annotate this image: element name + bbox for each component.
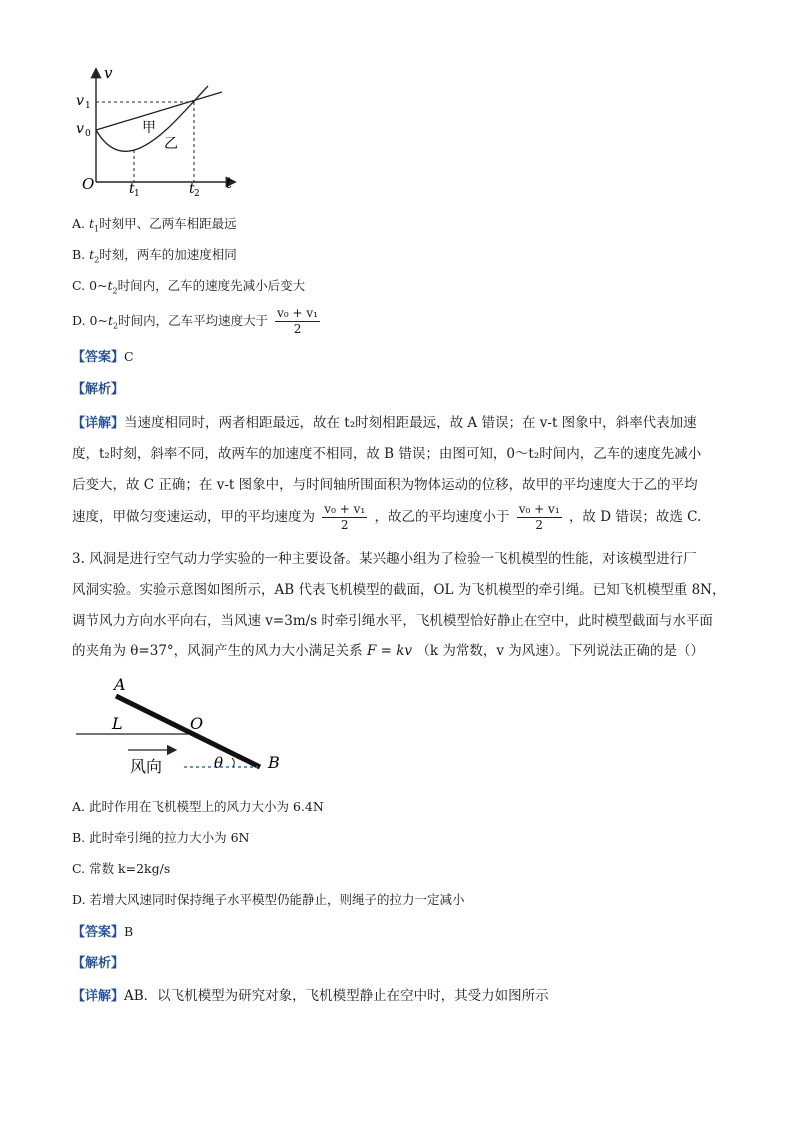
label-theta: θ — [214, 754, 224, 772]
wind-direction-label: 风向 — [130, 757, 163, 776]
q2-option-d: D. $0\sim t_2$时间内，乙车平均速度大于 $\frac{\text{v₀ + v₁}}{2}$ — [72, 306, 318, 336]
q2-explanation-line-3: 后变大，故 C 正确；在 v-t 图象中，与时间轴所围面积为物体运动的位移，故甲的平均速度大于乙的平均 — [72, 477, 698, 493]
q3-option-d: D. 若增大风速同时保持绳子水平模型仍能静止，则绳子的拉力一定减小 — [72, 892, 465, 907]
jia-label: 甲 — [142, 120, 156, 136]
q3-option-a: A. 此时作用在飞机模型上的风力大小为 6.4N — [72, 799, 324, 814]
vt-graph — [68, 62, 243, 200]
v0-sub: 0 — [85, 129, 91, 139]
v-axis-label: v — [104, 64, 113, 82]
q3-analysis-label: 【解析】 — [72, 956, 125, 971]
t2-label: t — [189, 181, 195, 197]
label-o: O — [190, 714, 204, 733]
t1-label: t — [129, 181, 135, 197]
t1-sub: 1 — [134, 189, 140, 199]
q2-explanation-line-4: 速度，甲做匀变速运动，甲的平均速度为 $\frac{\text{v₀ + v₁}}{2}$ ，故乙的平均速度小于 $\frac{\text{v₀ + v₁}}{2}$ ，故 D 错误；故选 C. — [72, 502, 702, 532]
expl-fraction-2: $\frac{\text{v₀ + v₁}}{2}$ — [518, 502, 560, 532]
jia-line — [96, 92, 222, 130]
q2-answer: 【答案】C — [72, 349, 134, 365]
expl-fraction-1: $\frac{\text{v₀ + v₁}}{2}$ — [324, 502, 366, 532]
q2-explanation-line-2: 度，t₂时刻，斜率不同，故两车的加速度不相同，故 B 错误；由图可知，0～t₂时间内，乙车的速度先减小 — [72, 446, 702, 462]
wind-formula: F = kv — [366, 643, 413, 659]
t2-sub: 2 — [194, 189, 200, 199]
theta-arc — [232, 758, 234, 767]
label-a: A — [114, 675, 126, 694]
q3-answer: 【答案】B — [72, 924, 134, 940]
t-axis-label: t — [226, 174, 233, 192]
label-l: L — [112, 714, 123, 733]
v1-sub: 1 — [85, 101, 91, 111]
q3-detail: 【详解】AB．以飞机模型为研究对象，飞机模型静止在空中时，其受力如图所示 — [72, 988, 549, 1004]
q2-explanation-line-1: 【详解】当速度相同时，两者相距最远，故在 t₂时刻相距最远，故 A 错误；在 v-t 图象中，斜率代表加速 — [72, 415, 697, 431]
q3-line-1: 3. 风洞是进行空气动力学实验的一种主要设备。某兴趣小组为了检验一飞机模型的性能，对该模型进行厂 — [72, 551, 697, 567]
label-b: B — [268, 753, 280, 772]
q3-line-4: 的夹角为 θ=37°，风洞产生的风力大小满足关系 F = kv （k 为常数，v 为风速）。下列说法正确的是（） — [72, 643, 704, 659]
q2-option-a: A. $t_1$时刻甲、乙两车相距最远 — [72, 216, 237, 234]
q2-analysis-label: 【解析】 — [72, 382, 125, 397]
yi-curve — [96, 86, 208, 151]
v0-label: v — [76, 121, 84, 137]
origin-label: O — [82, 175, 95, 193]
q3-line-2: 风洞实验。实验示意图如图所示，AB 代表飞机模型的截面，OL 为飞机模型的牵引绳。已知飞机模型重 8N， — [72, 582, 726, 598]
q3-line-3: 调节风力方向水平向右，当风速 v=3m/s 时牵引绳水平，飞机模型恰好静止在空中，此时模型截面与水平面 — [72, 613, 713, 629]
q3-option-b: B. 此时牵引绳的拉力大小为 6N — [72, 830, 250, 845]
yi-label: 乙 — [164, 136, 178, 152]
wind-diagram — [72, 672, 292, 782]
q2-option-b: B. $t_2$时刻，两车的加速度相同 — [72, 247, 237, 265]
q2-option-c: C. $0\sim t_2$时间内，乙车的速度先减小后变大 — [72, 278, 306, 296]
q3-option-c: C. 常数 k=2kg/s — [72, 861, 171, 876]
d-fraction: $\frac{\text{v₀ + v₁}}{2}$ — [277, 306, 318, 336]
v1-label: v — [76, 93, 84, 109]
